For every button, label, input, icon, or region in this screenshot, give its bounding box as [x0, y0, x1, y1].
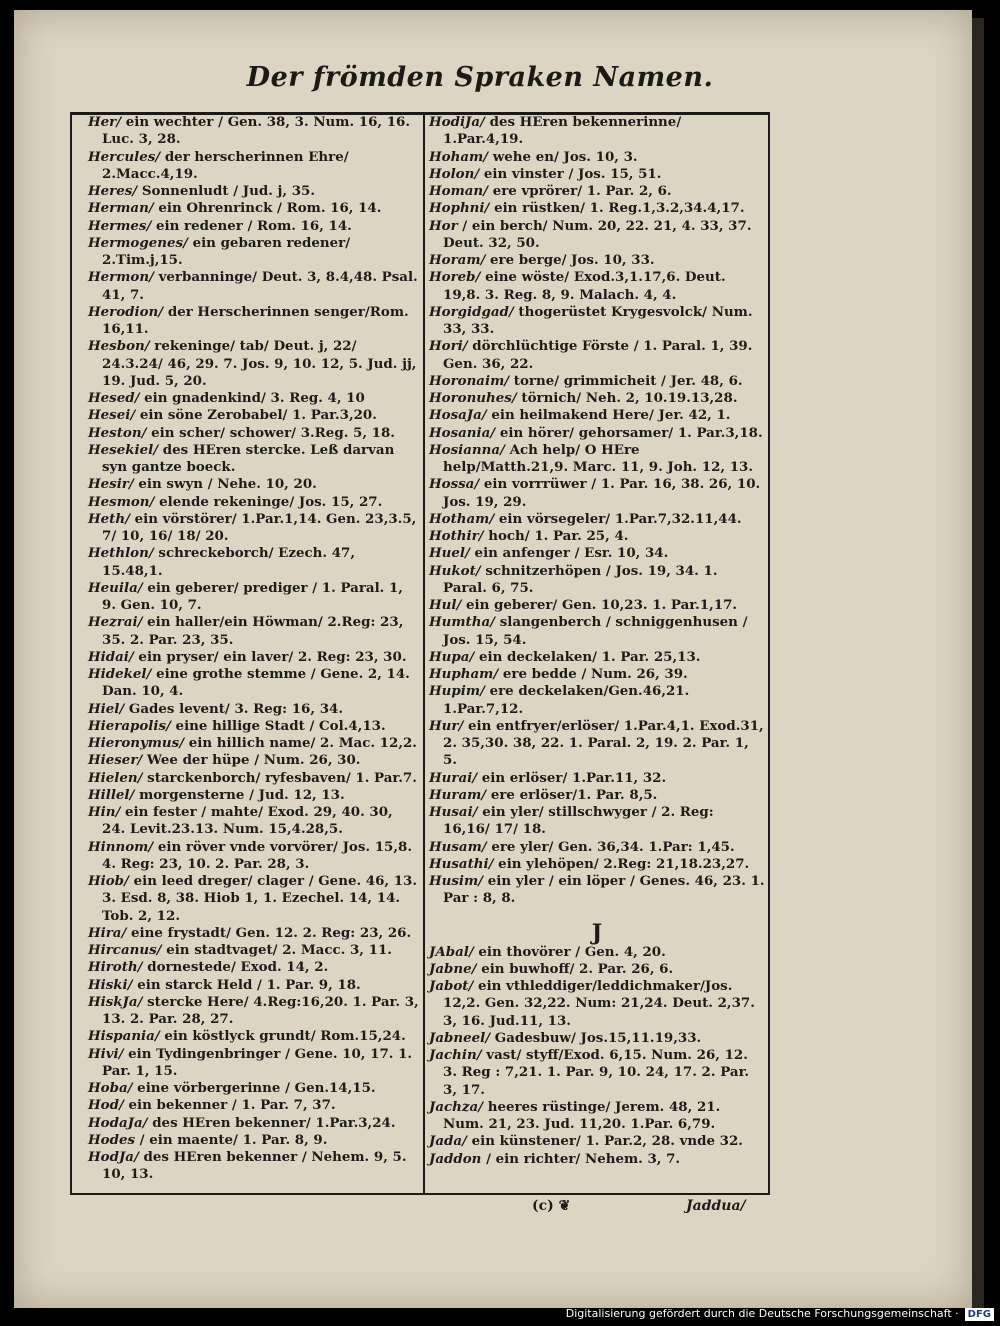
entry-headword: Hira/ [88, 924, 127, 941]
dictionary-entry [429, 787, 765, 804]
dictionary-entry [88, 200, 420, 217]
dictionary-entry [429, 200, 765, 217]
entry-headword: Humtha/ [429, 614, 496, 631]
dictionary-entry [88, 1149, 420, 1184]
dictionary-entry [429, 545, 765, 562]
dictionary-entry [429, 718, 765, 770]
dictionary-entry [88, 735, 420, 752]
dictionary-entry [429, 425, 765, 442]
dictionary-entry [429, 166, 765, 183]
dictionary-entry [429, 442, 765, 477]
entry-definition: des HEren stercke. Leß darvan syn gantze boeck. [102, 441, 395, 475]
entry-definition: ein gebaren redener/ 2.Tim.j,15. [102, 234, 351, 268]
entry-headword: Hermogenes/ [88, 234, 188, 251]
entry-headword: Hesbon/ [88, 338, 150, 355]
entry-headword: Horonuhes/ [429, 390, 517, 406]
entry-headword: Hispania/ [88, 1028, 160, 1045]
entry-headword: Herman/ [88, 200, 154, 217]
entry-definition: ein erlöser/ 1.Par.11, 32. [477, 769, 667, 786]
entry-definition: ein thovörer / Gen. 4, 20. [473, 943, 666, 960]
dictionary-entry [429, 252, 765, 269]
entry-headword: Heres/ [88, 183, 138, 199]
dictionary-entry [88, 1115, 420, 1132]
entry-headword: Her/ [88, 114, 122, 130]
page-title: Der frömden Spraken Namen. [246, 62, 714, 93]
dictionary-entry [88, 476, 420, 493]
frame-rule-bottom [70, 1193, 770, 1195]
dictionary-entry [88, 511, 420, 546]
entry-headword: Hosania/ [429, 424, 496, 441]
entry-headword: Hethlon/ [88, 545, 154, 562]
entry-definition: ere bedde / Num. 26, 39. [498, 666, 688, 682]
dictionary-entry [88, 442, 420, 477]
credit-text: Digitalisierung gefördert durch die Deutsche Forschungsgemeinschaft · [565, 1307, 959, 1320]
entry-headword: Hermon/ [88, 269, 154, 286]
dictionary-entry [88, 666, 420, 701]
entry-definition: ein hörer/ gehorsamer/ 1. Par.3,18. [495, 424, 763, 441]
entry-headword: Hossa/ [429, 476, 480, 493]
dictionary-entry [429, 149, 765, 166]
dictionary-entry [88, 1028, 420, 1045]
dictionary-entry [429, 683, 765, 718]
entry-headword: Jabot/ [429, 978, 474, 994]
entry-headword: Hidai/ [88, 648, 134, 665]
entry-headword: Herodion/ [88, 303, 164, 320]
entry-headword: Hophni/ [429, 200, 490, 217]
entry-definition: / ein richter/ Nehem. 3, 7. [481, 1150, 681, 1167]
dictionary-entry [88, 114, 420, 149]
entry-definition: ein vinster / Jos. 15, 51. [479, 165, 662, 182]
entry-definition: dornestede/ Exod. 14, 2. [142, 959, 329, 976]
entry-headword: Hierapolis/ [88, 717, 171, 734]
dictionary-entry [429, 476, 765, 511]
entry-headword: Horeb/ [429, 269, 481, 286]
entry-definition: Sonnenludt / Jud. j, 35. [137, 183, 315, 199]
entry-definition: ein yler/ stillschwyger / 2. Reg: 16,16/ 17/ 18. [443, 804, 714, 838]
dictionary-entry [429, 614, 765, 649]
dfg-logo: DFG [965, 1308, 994, 1321]
entry-headword: Hodes [88, 1131, 136, 1148]
entry-definition: ein deckelaken/ 1. Par. 25,13. [474, 648, 701, 665]
entry-headword: HodJa/ [88, 1149, 139, 1165]
dictionary-entry [429, 1099, 765, 1134]
entry-headword: Hiski/ [88, 976, 133, 993]
entry-definition: Ach help/ O HEre help/Matth.21,9. Marc. 11, 9. Joh. 12, 13. [443, 441, 754, 475]
dictionary-entry [88, 925, 420, 942]
digitization-credit [566, 1306, 994, 1322]
dictionary-entry [429, 839, 765, 856]
entry-headword: Heston/ [88, 424, 147, 441]
entry-headword: HodaJa/ [88, 1114, 148, 1131]
dictionary-entry [88, 218, 420, 235]
entry-headword: Hoba/ [88, 1080, 133, 1096]
entry-definition: ein hillich name/ 2. Mac. 12,2. [184, 735, 417, 751]
entry-headword: Hotham/ [429, 510, 495, 527]
entry-definition: ein swyn / Nehe. 10, 20. [133, 476, 317, 493]
entry-headword: Hieser/ [88, 752, 143, 769]
entry-definition: / ein maente/ 1. Par. 8, 9. [135, 1131, 328, 1148]
entry-definition: des HEren bekenner / Nehem. 9, 5. 10, 13. [102, 1149, 407, 1183]
dictionary-entry [429, 597, 765, 614]
dictionary-entry [429, 944, 765, 961]
entry-definition: des HEren bekenner/ 1.Par.3,24. [147, 1114, 396, 1131]
dictionary-entry [88, 494, 420, 511]
dictionary-entry [88, 977, 420, 994]
entry-headword: HiskJa/ [88, 993, 143, 1010]
entry-headword: Jabneel/ [429, 1029, 491, 1046]
entry-definition: ein künstener/ 1. Par.2, 28. vnde 32. [466, 1133, 743, 1150]
dictionary-entry [88, 839, 420, 874]
entry-headword: Hupa/ [429, 648, 475, 665]
entry-headword: JAbal/ [429, 943, 474, 960]
dictionary-entry [429, 978, 765, 1030]
dictionary-entry [429, 218, 765, 253]
column-divider [423, 112, 425, 1194]
entry-definition: stercke Here/ 4.Reg:16,20. 1. Par. 3, 13. 2. Par. 28, 27. [102, 993, 419, 1027]
dictionary-entry [429, 1133, 765, 1150]
dictionary-entry [88, 614, 420, 649]
entry-headword: Hesir/ [88, 476, 134, 493]
entry-definition: ein Tydingenbringer / Gene. 10, 17. 1. Par. 1, 15. [102, 1045, 413, 1079]
dictionary-entry [88, 338, 420, 390]
entry-headword: Hin/ [88, 804, 121, 820]
dictionary-entry [88, 425, 420, 442]
entry-definition: ere berge/ Jos. 10, 33. [485, 252, 655, 268]
entry-definition: ein ylehöpen/ 2.Reg: 21,18.23,27. [493, 855, 750, 872]
dictionary-entry [88, 1097, 420, 1114]
dictionary-entry [88, 1132, 420, 1149]
dictionary-entry [88, 873, 420, 925]
dictionary-entry [88, 149, 420, 184]
entry-definition: der herscherinnen Ehre/ 2.Macc.4,19. [102, 148, 349, 182]
dictionary-entry [88, 390, 420, 407]
entry-definition: ein röver vnde vorvörer/ Jos. 15,8. 4. Reg: 23, 10. 2. Par. 28, 3. [102, 838, 412, 872]
entry-definition: ein fester / mahte/ Exod. 29, 40. 30, 24. Levit.23.13. Num. 15,4.28,5. [102, 804, 393, 838]
page-edge-shadow [972, 18, 984, 1308]
entry-headword: Huram/ [429, 786, 487, 803]
entry-definition: ere yler/ Gen. 36,34. 1.Par: 1,45. [486, 838, 735, 855]
entry-headword: Hiob/ [88, 873, 129, 889]
entry-definition: ein yler / ein löper / Genes. 46, 23. 1. Par : 8, 8. [443, 873, 765, 907]
entry-definition: ein scher/ schower/ 3.Reg. 5, 18. [146, 424, 395, 441]
entry-headword: Hesmon/ [88, 493, 155, 510]
signature-mark: (c) ❦ [532, 1198, 571, 1214]
entry-definition: eine vörbergerinne / Gen.14,15. [132, 1080, 376, 1096]
dictionary-entry [429, 873, 765, 908]
entry-headword: Hielen/ [88, 769, 143, 786]
dictionary-entry [429, 961, 765, 978]
entry-headword: Hupham/ [429, 666, 499, 682]
entry-headword: Hermes/ [88, 217, 152, 234]
entry-definition: ein pryser/ ein laver/ 2. Reg: 23, 30. [133, 648, 407, 665]
dictionary-entry [429, 304, 765, 339]
entry-definition: ein köstlyck grundt/ Rom.15,24. [159, 1028, 406, 1045]
catchword: Jaddua/ [686, 1198, 746, 1214]
entry-headword: HosaJa/ [429, 407, 487, 424]
dictionary-entry [88, 269, 420, 304]
entry-definition: der Herscherinnen senger/Rom. 16,11. [102, 303, 409, 337]
dictionary-entry [88, 701, 420, 718]
entry-headword: Jaddon [429, 1150, 482, 1167]
entry-definition: ein vörstörer/ 1.Par.1,14. Gen. 23,3.5, 7/ 10, 16/ 18/ 20. [102, 510, 417, 544]
dictionary-entry [88, 787, 420, 804]
entry-definition: slangenberch / schniggenhusen / Jos. 15, 54. [443, 614, 748, 648]
entry-headword: Hothir/ [429, 528, 484, 544]
entry-definition: Gades levent/ 3. Reg: 16, 34. [124, 700, 343, 717]
dictionary-entry [88, 804, 420, 839]
entry-headword: Hesekiel/ [88, 441, 159, 458]
entry-headword: Hoham/ [429, 148, 489, 165]
entry-headword: Hieronymus/ [88, 735, 185, 751]
entry-headword: Husam/ [429, 838, 487, 855]
entry-definition: Gadesbuw/ Jos.15,11.19,33. [490, 1029, 702, 1046]
entry-headword: Hukot/ [429, 562, 481, 579]
entry-headword: Hircanus/ [88, 942, 162, 958]
entry-headword: Holon/ [429, 165, 480, 182]
entry-definition: morgensterne / Jud. 12, 13. [134, 786, 345, 803]
dictionary-entry [429, 269, 765, 304]
dictionary-entry [429, 407, 765, 424]
entry-definition: ein anfenger / Esr. 10, 34. [469, 545, 669, 562]
entry-headword: Heth/ [88, 510, 130, 527]
entry-headword: Horonaim/ [429, 372, 510, 389]
dictionary-entry [88, 304, 420, 339]
entry-definition: ein entfryer/erlöser/ 1.Par.4,1. Exod.31, 2. 35,30. 38, 22. 1. Paral. 2, 19. 2. Par. 1, 5. [443, 717, 764, 769]
entry-definition: eine frystadt/ Gen. 12. 2. Reg: 23, 26. [126, 924, 412, 941]
dictionary-entry [429, 373, 765, 390]
frame-rule-right [768, 112, 770, 1194]
entry-headword: Huel/ [429, 545, 470, 562]
dictionary-entry [88, 752, 420, 769]
dictionary-entry [429, 804, 765, 839]
entry-definition: eine wöste/ Exod.3,1.17,6. Deut. 19,8. 3. Reg. 8, 9. Malach. 4, 4. [443, 269, 726, 303]
entry-headword: Hur/ [429, 717, 464, 734]
entry-headword: Jachin/ [429, 1047, 482, 1063]
entry-headword: Husathi/ [429, 855, 494, 872]
entry-definition: ein starck Held / 1. Par. 9, 18. [132, 976, 361, 993]
dictionary-entry [88, 649, 420, 666]
dictionary-entry [88, 1080, 420, 1097]
entry-definition: torne/ grimmicheit / Jer. 48, 6. [509, 372, 743, 389]
entry-definition: ein vthleddiger/leddichmaker/Jos. 12,2. Gen. 32,22. Num: 21,24. Deut. 2,37. 3, 16. Jud.11, 13. [443, 978, 755, 1029]
entry-definition: ein vörsegeler/ 1.Par.7,32.11,44. [494, 510, 742, 527]
entry-definition: ere vprörer/ 1. Par. 2, 6. [488, 183, 672, 199]
dictionary-entry [429, 390, 765, 407]
dictionary-entry [429, 511, 765, 528]
entry-definition: Wee der hüpe / Num. 26, 30. [142, 752, 361, 769]
entry-definition: ein söne Zerobabel/ 1. Par.3,20. [135, 407, 377, 424]
dictionary-entry [88, 183, 420, 200]
dictionary-entry [429, 114, 765, 149]
entry-definition: ere erlöser/1. Par. 8,5. [486, 786, 658, 803]
entry-headword: Heuila/ [88, 579, 143, 596]
entry-headword: Hupim/ [429, 683, 485, 700]
entry-definition: ein gnadenkind/ 3. Reg. 4, 10 [139, 390, 365, 406]
dictionary-entry [429, 528, 765, 545]
entry-definition: ein geberer/ Gen. 10,23. 1. Par.1,17. [461, 597, 738, 613]
dictionary-entry [88, 1046, 420, 1081]
dictionary-entry [88, 407, 420, 424]
dictionary-entry [429, 1151, 765, 1168]
entry-definition: ein Ohrenrinck / Rom. 16, 14. [153, 200, 382, 217]
entry-definition: vast/ styff/Exod. 6,15. Num. 26, 12. 3. Reg : 7,21. 1. Par. 9, 10. 24, 17. 2. Par. 3, 17. [443, 1047, 750, 1098]
entry-headword: Hosianna/ [429, 441, 505, 458]
entry-definition: ein rüstken/ 1. Reg.1,3.2,34.4,17. [489, 200, 745, 217]
right-column [429, 114, 765, 1192]
entry-definition: / ein berch/ Num. 20, 22. 21, 4. 33, 37. Deut. 32, 50. [443, 217, 752, 251]
entry-headword: Hercules/ [88, 148, 161, 165]
entry-headword: Hod/ [88, 1097, 124, 1114]
entry-headword: Hesed/ [88, 390, 140, 406]
entry-headword: Husim/ [429, 873, 484, 889]
dictionary-entry [429, 666, 765, 683]
dictionary-entry [429, 183, 765, 200]
entry-headword: Homan/ [429, 183, 489, 199]
entry-headword: Horgidgad/ [429, 303, 514, 320]
entry-definition: ein vorrrüwer / 1. Par. 16, 38. 26, 10. Jos. 19, 29. [443, 476, 761, 510]
entry-definition: ere deckelaken/Gen.46,21. 1.Par.7,12. [443, 683, 690, 717]
entry-headword: Hezrai/ [88, 614, 143, 631]
entry-definition: ein buwhoff/ 2. Par. 26, 6. [476, 960, 674, 977]
entry-definition: hoch/ 1. Par. 25, 4. [483, 528, 629, 544]
entry-headword: Hillel/ [88, 786, 135, 803]
entry-definition: wehe en/ Jos. 10, 3. [488, 148, 638, 165]
entry-definition: ein haller/ein Höwman/ 2.Reg: 23, 35. 2. Par. 23, 35. [102, 614, 404, 648]
entry-headword: HodiJa/ [429, 114, 485, 130]
entry-headword: Hor [429, 217, 458, 234]
entry-headword: Husai/ [429, 804, 478, 820]
left-column [88, 114, 420, 1192]
entry-headword: Hul/ [429, 597, 462, 613]
entry-headword: Hori/ [429, 338, 468, 355]
entry-definition: törnich/ Neh. 2, 10.19.13,28. [516, 390, 738, 406]
dictionary-entry [429, 563, 765, 598]
entry-headword: Jabne/ [429, 960, 477, 977]
entry-headword: Jachza/ [429, 1098, 484, 1115]
dictionary-entry [429, 856, 765, 873]
section-letter: J [591, 919, 603, 946]
entry-headword: Hinnom/ [88, 838, 154, 855]
entry-definition: ein wechter / Gen. 38, 3. Num. 16, 16. Luc. 3, 28. [102, 114, 411, 148]
entry-definition: eine hillige Stadt / Col.4,13. [170, 717, 386, 734]
entry-definition: verbanninge/ Deut. 3, 8.4,48. Psal. 41, 7. [102, 269, 418, 303]
entry-headword: Hurai/ [429, 769, 478, 786]
entry-definition: ein bekenner / 1. Par. 7, 37. [123, 1097, 336, 1114]
dictionary-entry [88, 580, 420, 615]
entry-definition: dörchlüchtige Förste / 1. Paral. 1, 39. Gen. 36, 22. [443, 338, 753, 372]
entry-definition: ein leed dreger/ clager / Gene. 46, 13. 3. Esd. 8, 38. Hiob 1, 1. Ezechel. 14, 14. Tob. 2, 12. [102, 873, 418, 924]
entry-headword: Jada/ [429, 1133, 467, 1150]
entry-definition: ein heilmakend Here/ Jer. 42, 1. [486, 407, 731, 424]
dictionary-entry [88, 994, 420, 1029]
dictionary-entry [88, 718, 420, 735]
frame-rule-left [70, 112, 72, 1194]
entry-definition: heeres rüstinge/ Jerem. 48, 21. Num. 21, 23. Jud. 11,20. 1.Par. 6,79. [443, 1098, 721, 1132]
dictionary-entry [88, 770, 420, 787]
entry-definition: ein stadtvaget/ 2. Macc. 3, 11. [161, 942, 392, 958]
entry-definition: schreckeborch/ Ezech. 47, 15.48,1. [102, 545, 355, 579]
entry-definition: elende rekeninge/ Jos. 15, 27. [154, 493, 383, 510]
entry-definition: rekeninge/ tab/ Deut. j, 22/ 24.3.24/ 46, 29. 7. Jos. 9, 10. 12, 5. Jud. jj, 19. Jud. 5, 20. [102, 338, 417, 389]
dictionary-entry [429, 649, 765, 666]
entry-definition: schnitzerhöpen / Jos. 19, 34. 1. Paral. 6, 75. [443, 562, 718, 596]
dictionary-entry [88, 942, 420, 959]
entry-headword: Hidekel/ [88, 666, 152, 682]
entry-definition: eine grothe stemme / Gene. 2, 14. Dan. 10, 4. [102, 666, 410, 700]
entry-headword: Hesei/ [88, 407, 136, 424]
dictionary-entry [88, 235, 420, 270]
entry-definition: des HEren bekennerinne/ 1.Par.4,19. [443, 114, 682, 148]
entry-headword: Hiel/ [88, 700, 125, 717]
entry-definition: ein geberer/ prediger / 1. Paral. 1, 9. Gen. 10, 7. [102, 579, 403, 613]
entry-headword: Hiroth/ [88, 959, 143, 976]
dictionary-entry [88, 959, 420, 976]
entry-definition: thogerüstet Krygesvolck/ Num. 33, 33. [443, 303, 753, 337]
dictionary-entry [429, 1047, 765, 1099]
entry-headword: Hivi/ [88, 1045, 124, 1062]
entry-definition: ein redener / Rom. 16, 14. [151, 217, 352, 234]
entry-definition: starckenborch/ ryfesbaven/ 1. Par.7. [142, 769, 417, 786]
dictionary-entry [88, 545, 420, 580]
entry-headword: Horam/ [429, 252, 486, 268]
dictionary-entry [429, 1030, 765, 1047]
dictionary-entry [429, 770, 765, 787]
dictionary-entry [429, 338, 765, 373]
